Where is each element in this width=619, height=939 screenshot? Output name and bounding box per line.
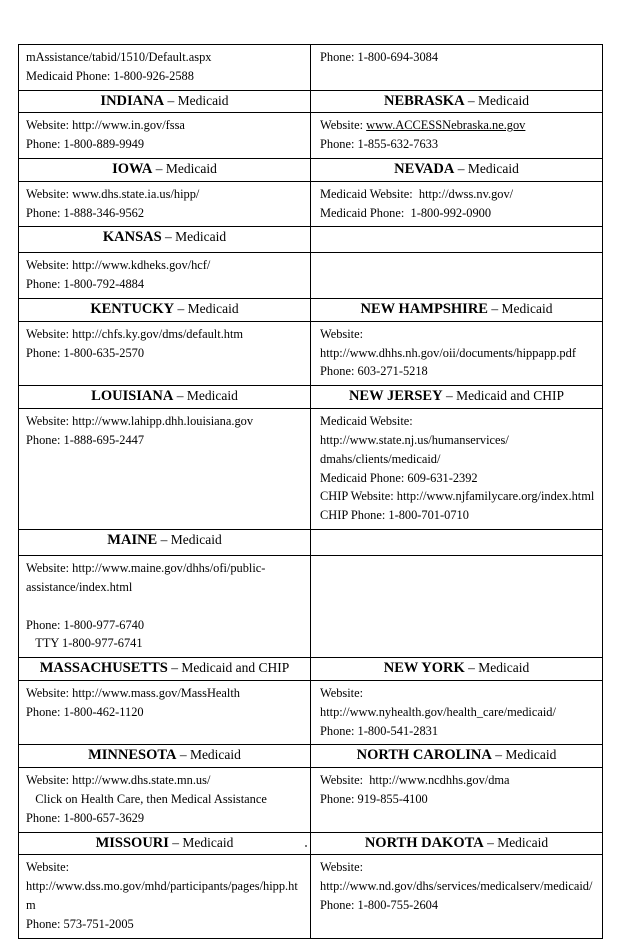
contact-line: Phone: 1-800-977-6740 [26, 617, 145, 632]
empty-content [311, 227, 602, 252]
table-row [19, 658, 603, 681]
table-row [19, 768, 603, 833]
contact-line: Phone: 1-800-657-3629 [26, 810, 145, 825]
contact-line: Phone: 603-271-5218 [320, 364, 428, 379]
state-name: NORTH CAROLINA [356, 747, 492, 764]
state-header-cell [19, 299, 311, 322]
table-row [19, 530, 603, 556]
table-row [19, 227, 603, 253]
state-contact-cell [311, 768, 603, 833]
contact-line [26, 597, 304, 616]
empty-content [311, 253, 602, 278]
table-cell-empty [311, 530, 603, 556]
state-name: KANSAS [102, 229, 162, 246]
state-header [311, 299, 602, 321]
table-row [19, 408, 603, 529]
state-contact-cell [311, 45, 603, 91]
contact-line: Phone: 1-800-792-4884 [26, 277, 145, 292]
contact-lines [311, 322, 602, 386]
contact-line: CHIP Website: http://www.njfamilycare.org/index.html [320, 489, 595, 504]
empty-content [311, 556, 602, 581]
contact-line: Phone: 1-800-755-2604 [320, 898, 439, 913]
contact-lines [311, 45, 602, 71]
state-name: MINNESOTA [88, 747, 177, 764]
contact-lines [19, 409, 310, 454]
table-row [19, 556, 603, 658]
contact-lines [311, 855, 602, 919]
program-label: – Medicaid [173, 388, 238, 404]
contact-lines [19, 855, 310, 937]
contact-line: Website: http://www.in.gov/fssa [26, 118, 185, 133]
state-contact-cell [19, 408, 311, 529]
state-header [311, 745, 602, 767]
contact-line: Phone: 1-800-694-3084 [320, 50, 439, 64]
state-header-cell [19, 658, 311, 681]
state-header [19, 91, 310, 113]
table-row [19, 90, 603, 113]
state-header-cell [311, 386, 603, 409]
state-header-cell [19, 832, 311, 855]
contact-line: Phone: 1-800-462-1120 [26, 704, 144, 719]
state-name: INDIANA [100, 92, 165, 109]
contact-lines [311, 681, 602, 745]
state-name: MISSOURI [95, 834, 169, 851]
state-header [19, 386, 310, 408]
contact-lines [311, 113, 602, 158]
contact-line: Website: [320, 860, 364, 875]
contact-line: Website: http://www.ncdhhs.gov/dma [320, 773, 510, 788]
contact-line: Medicaid Phone: 609-631-2392 [320, 470, 478, 485]
state-name: LOUISIANA [91, 388, 174, 405]
table-cell-empty [311, 556, 603, 658]
state-contact-cell [19, 680, 311, 745]
state-contact-cell [19, 45, 311, 91]
program-label: – Medicaid [176, 747, 241, 763]
state-contact-cell [311, 408, 603, 529]
table-row [19, 45, 603, 91]
contact-line: Medicaid Website: http://dwss.nv.gov/ [320, 186, 514, 201]
state-contact-cell [311, 181, 603, 227]
website-link[interactable]: www.ACCESSNebraska.ne.gov [366, 118, 526, 133]
contact-line: Website: http://www.mass.gov/MassHealth [26, 685, 240, 700]
table-body [19, 45, 603, 939]
state-contact-cell [19, 113, 311, 159]
state-name: MASSACHUSETTS [39, 660, 168, 677]
contact-line: Website: http://www.maine.gov/dhhs/ofi/public- [26, 561, 266, 576]
state-header-cell [19, 530, 311, 556]
state-name: IOWA [112, 161, 153, 178]
contact-line: Website: [320, 326, 364, 341]
contact-line: Phone: 1-855-632-7633 [320, 137, 439, 152]
contact-lines [19, 768, 310, 832]
contact-line: Phone: 1-800-541-2831 [320, 723, 439, 738]
state-name: KENTUCKY [90, 301, 175, 318]
state-contact-cell [311, 113, 603, 159]
table-row [19, 832, 603, 855]
page-artifact-dot [305, 845, 307, 847]
contact-line: TTY 1-800-977-6741 [26, 636, 143, 651]
program-label: – Medicaid [464, 660, 530, 676]
program-label: – Medicaid [168, 834, 234, 850]
program-label: – Medicaid [487, 301, 553, 317]
state-header [311, 91, 602, 113]
state-contact-cell [19, 321, 311, 386]
contact-line: Website: http://www.kdheks.gov/hcf/ [26, 258, 211, 273]
contact-line: CHIP Phone: 1-800-701-0710 [320, 508, 469, 523]
contact-line: Medicaid Website: http://www.state.nj.us/humanservices/ [320, 413, 509, 447]
state-contact-cell [311, 855, 603, 938]
table-row [19, 745, 603, 768]
contact-lines [19, 45, 310, 90]
table-row [19, 321, 603, 386]
state-header-cell [19, 159, 311, 182]
state-contact-cell [311, 321, 603, 386]
contact-line: mAssistance/tabid/1510/Default.aspx [26, 50, 212, 64]
state-name: NEBRASKA [383, 92, 465, 109]
program-label: – Medicaid [164, 92, 229, 108]
contact-lines [311, 768, 602, 813]
state-header [19, 530, 310, 552]
contact-line: Website: http://www.nyhealth.gov/health_care/medicaid/ [320, 685, 556, 719]
contact-line: Website: http://www.lahipp.dhh.louisiana.gov [26, 413, 254, 428]
contact-line: http://www.nd.gov/dhs/services/medicalserv/medicaid/ [320, 879, 593, 894]
state-header [19, 299, 310, 321]
contact-lines [19, 322, 310, 367]
state-name: NEW YORK [383, 660, 465, 677]
table-row [19, 386, 603, 409]
contact-lines [19, 681, 310, 726]
table-row [19, 113, 603, 159]
table-cell-empty [311, 253, 603, 299]
table-row [19, 680, 603, 745]
table-cell-empty [311, 227, 603, 253]
state-header [19, 833, 310, 855]
contact-line: Click on Health Care, then Medical Assistance [26, 791, 267, 806]
state-header-cell [19, 386, 311, 409]
contact-line: Phone: 919-855-4100 [320, 791, 428, 806]
contact-line: Medicaid Phone: 1-800-926-2588 [26, 68, 194, 83]
state-name: NORTH DAKOTA [364, 834, 484, 851]
table-row [19, 299, 603, 322]
state-header-cell [311, 658, 603, 681]
state-header-cell [311, 90, 603, 113]
program-label: – Medicaid [152, 161, 217, 177]
contact-line-url [320, 116, 596, 135]
contact-line: assistance/index.html [26, 579, 133, 594]
contact-line: Phone: 1-800-635-2570 [26, 345, 145, 360]
state-header [19, 159, 310, 181]
state-header-cell [19, 90, 311, 113]
state-header-cell [311, 159, 603, 182]
program-label: – Medicaid and CHIP [442, 388, 565, 404]
program-label: – Medicaid [483, 834, 549, 850]
state-header-cell [311, 299, 603, 322]
state-contact-cell [19, 768, 311, 833]
contact-line: Website: www.dhs.state.ia.us/hipp/ [26, 186, 200, 201]
contact-lines [19, 113, 310, 158]
state-contacts-table [18, 44, 603, 939]
state-name: NEW HAMPSHIRE [360, 301, 488, 318]
state-header [311, 386, 602, 408]
state-header [19, 227, 310, 249]
state-name: MAINE [107, 532, 158, 549]
table-row [19, 253, 603, 299]
document-page [18, 44, 602, 939]
state-header [311, 159, 602, 181]
contact-line: http://www.dhhs.nh.gov/oii/documents/hippapp.pdf [320, 345, 576, 360]
table-row [19, 181, 603, 227]
state-header [311, 833, 602, 855]
state-contact-cell [19, 855, 311, 938]
state-header [19, 745, 310, 767]
state-name: NEW JERSEY [348, 388, 443, 405]
program-label: – Medicaid [464, 92, 530, 108]
program-label: – Medicaid [174, 301, 239, 317]
contact-line: dmahs/clients/medicaid/ [320, 451, 441, 466]
contact-line: Phone: 1-888-695-2447 [26, 432, 145, 447]
contact-lines [19, 253, 310, 298]
program-label: – Medicaid [491, 747, 557, 763]
contact-lines [19, 556, 310, 657]
contact-line: Phone: 573-751-2005 [26, 916, 134, 931]
empty-content [311, 530, 602, 555]
state-header-cell [19, 227, 311, 253]
contact-line: Website: [26, 860, 70, 875]
contact-line: Phone: 1-888-346-9562 [26, 205, 145, 220]
contact-line: Website: http://www.dhs.state.mn.us/ [26, 773, 211, 788]
state-contact-cell [19, 253, 311, 299]
contact-lines [311, 182, 602, 227]
contact-line: Medicaid Phone: 1-800-992-0900 [320, 205, 492, 220]
program-label: – Medicaid and CHIP [167, 660, 290, 676]
program-label: – Medicaid [161, 229, 227, 245]
contact-line: Phone: 1-800-889-9949 [26, 137, 145, 152]
state-contact-cell [19, 181, 311, 227]
contact-lines [19, 182, 310, 227]
contact-line: http://www.dss.mo.gov/mhd/participants/pages/hipp.htm [26, 879, 298, 913]
line-prefix: Website: [320, 118, 367, 133]
state-header-cell [19, 745, 311, 768]
table-row [19, 159, 603, 182]
state-contact-cell [311, 680, 603, 745]
state-header-cell [311, 832, 603, 855]
state-name: NEVADA [394, 161, 455, 178]
contact-lines [311, 409, 602, 529]
program-label: – Medicaid [157, 532, 222, 548]
state-header [311, 658, 602, 680]
table-row [19, 855, 603, 938]
state-header-cell [311, 745, 603, 768]
contact-line: Website: http://chfs.ky.gov/dms/default.htm [26, 326, 244, 341]
program-label: – Medicaid [454, 161, 519, 177]
state-contact-cell [19, 556, 311, 658]
state-header [19, 658, 310, 680]
